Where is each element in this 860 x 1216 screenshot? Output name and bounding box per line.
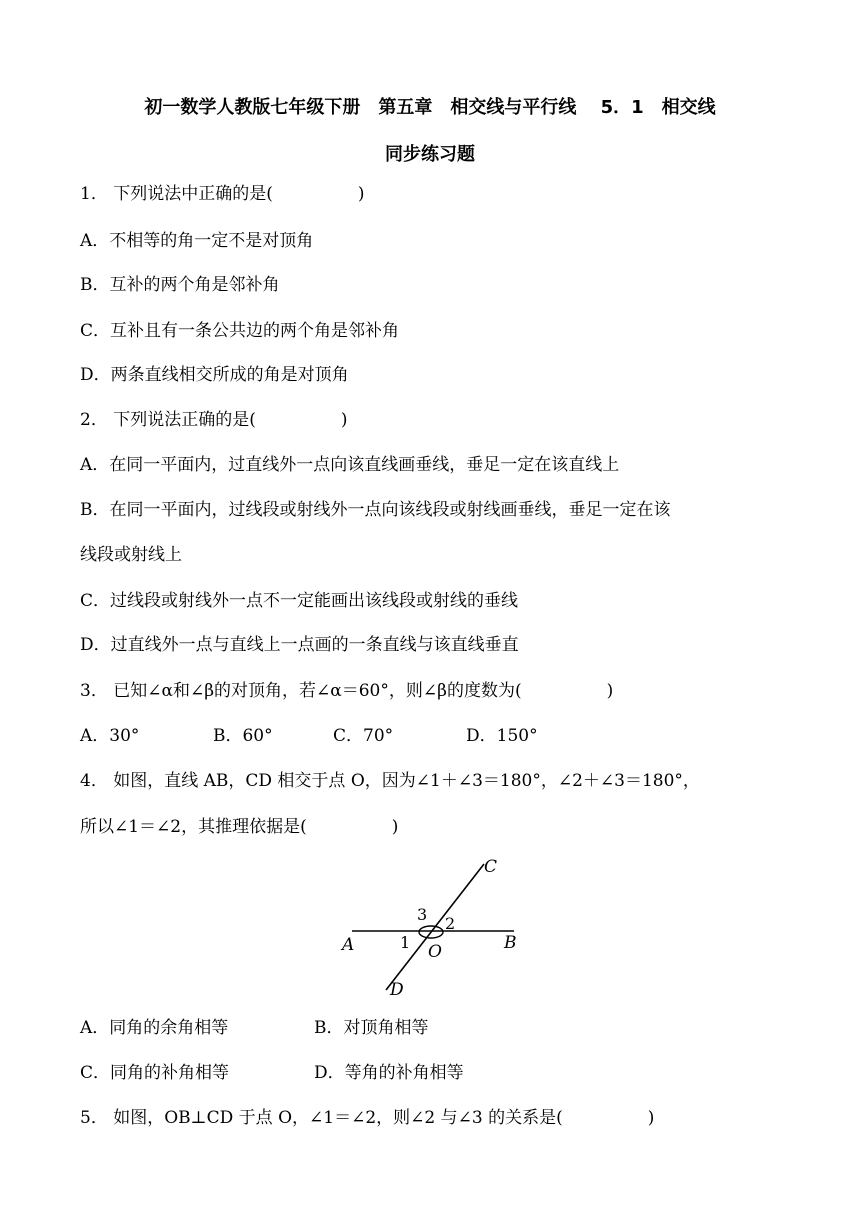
label-o: O (428, 942, 442, 962)
question-3-stem: 3． 已知∠α和∠β的对顶角，若∠α＝60°，则∠β的度数为( ) (80, 681, 614, 701)
question-2-option-a: A．在同一平面内，过直线外一点向该直线画垂线，垂足一定在该直线上 (80, 455, 620, 475)
label-angle-3: 3 (417, 905, 428, 924)
question-1-option-b: B．互补的两个角是邻补角 (80, 275, 280, 295)
question-4-figure (330, 850, 530, 1000)
question-3-option-b: B．60° (213, 726, 273, 746)
question-2-option-d: D．过直线外一点与直线上一点画的一条直线与该直线垂直 (80, 635, 519, 655)
question-3-option-d: D．150° (466, 726, 538, 746)
label-d: D (390, 980, 404, 1000)
question-4-option-a: A．同角的余角相等 (80, 1018, 229, 1038)
question-1-option-c: C．互补且有一条公共边的两个角是邻补角 (80, 321, 400, 341)
label-a: A (342, 935, 355, 955)
label-c: C (484, 857, 498, 877)
question-4-option-b: B．对顶角相等 (314, 1018, 429, 1038)
document-title-line1: 初一数学人教版七年级下册 第五章 相交线与平行线 5．1 相交线 (144, 97, 716, 118)
label-angle-1: 1 (400, 933, 411, 952)
question-4-option-c: C．同角的补角相等 (80, 1063, 230, 1083)
question-3-option-c: C．70° (333, 726, 394, 746)
question-1-option-d: D．两条直线相交所成的角是对顶角 (80, 365, 349, 385)
question-5-stem: 5． 如图，OB⊥CD 于点 O，∠1＝∠2，则∠2 与∠3 的关系是( ) (80, 1108, 655, 1128)
question-3-option-a: A．30° (80, 726, 140, 746)
document-title-line2: 同步练习题 (385, 144, 475, 165)
question-1-stem: 1． 下列说法中正确的是( ) (80, 184, 365, 204)
question-2-option-c: C．过线段或射线外一点不一定能画出该线段或射线的垂线 (80, 591, 519, 611)
label-angle-2: 2 (445, 914, 456, 933)
question-4-option-d: D．等角的补角相等 (314, 1063, 464, 1083)
question-1-option-a: A．不相等的角一定不是对顶角 (80, 231, 314, 251)
question-2-option-b: B．在同一平面内，过线段或射线外一点向该线段或射线画垂线，垂足一定在该 (80, 500, 671, 520)
question-4-stem-line2: 所以∠1＝∠2，其推理依据是( ) (80, 817, 399, 837)
label-b: B (504, 933, 517, 953)
question-2-stem: 2． 下列说法正确的是( ) (80, 410, 348, 430)
question-2-option-b-continued: 线段或射线上 (80, 545, 182, 565)
question-4-stem-line1: 4． 如图，直线 AB，CD 相交于点 O，因为∠1＋∠3＝180°，∠2＋∠3＝180°， (80, 771, 700, 791)
